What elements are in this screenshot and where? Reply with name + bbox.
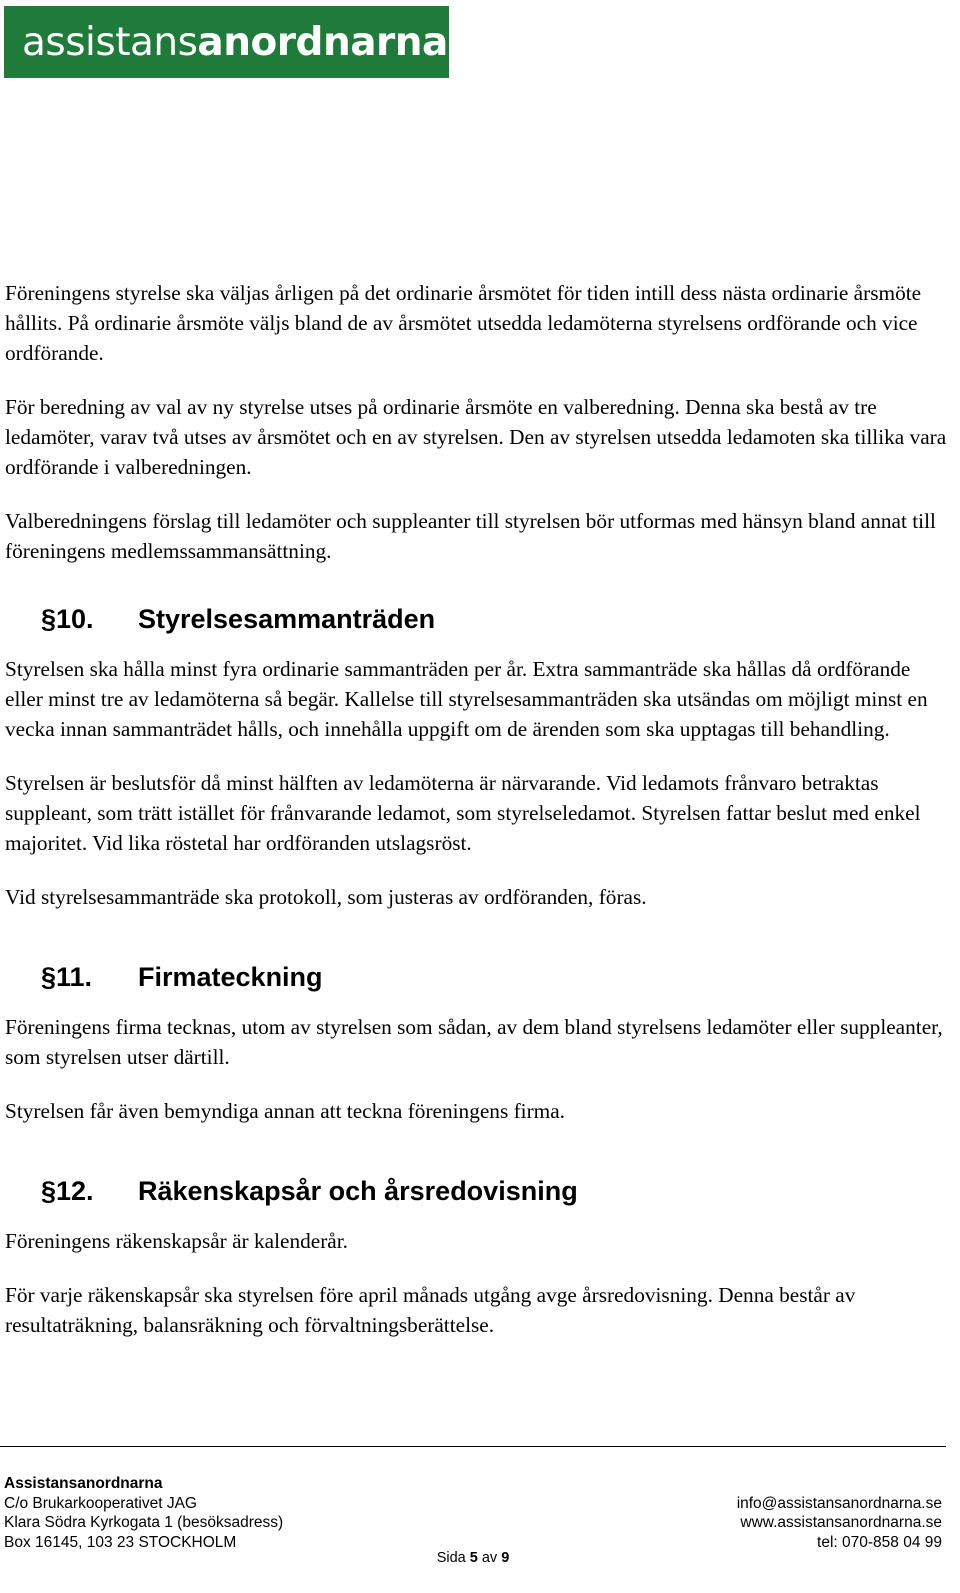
section-number: §11. (41, 962, 93, 992)
paragraph: För varje räkenskapsår ska styrelsen före april månads utgång avge årsredovisning. Denna består av resultaträkning, balansräkning och förvaltningsberättelse. (5, 1283, 856, 1337)
logo-text-bold: anordnarna (197, 19, 448, 65)
page-current: 5 (469, 1550, 478, 1566)
footer-address (4, 1474, 283, 1552)
footer-contact (737, 1494, 942, 1553)
paragraph: För beredning av val av ny styrelse utses på ordinarie årsmöte en valberedning. Denna ska bestå av tre ledamöter, varav två utses av årsmötet och en av styrelsen. Den av styrelsen utsedda ledamoten ska tillika vara ordförande i valberedningen. (5, 395, 947, 479)
footer-website[interactable]: www.assistansanordnarna.se (740, 1514, 942, 1531)
section-title: Räkenskapsår och årsredovisning (138, 1176, 578, 1206)
paragraph: Föreningens räkenskapsår är kalenderår. (5, 1229, 348, 1253)
logo-text-light: assistans (22, 19, 198, 65)
page-prefix: Sida (436, 1550, 466, 1566)
footer-email[interactable]: info@assistansanordnarna.se (736, 1494, 942, 1512)
page-number (0, 1550, 946, 1566)
footer-divider (0, 1446, 946, 1447)
page-of: av (481, 1550, 498, 1566)
section-heading-12 (41, 1174, 950, 1208)
section-number: §10. (41, 604, 94, 634)
paragraph: Valberedningens förslag till ledamöter och suppleanter till styrelsen bör utformas med hänsyn bland annat till föreningens medlemssammansättning. (5, 509, 936, 563)
company-logo (4, 6, 449, 78)
footer-address-line: Klara Södra Kyrkogata 1 (besöksadress) (4, 1514, 284, 1531)
section-number: §12. (41, 1176, 94, 1206)
section-title: Styrelsesammanträden (138, 604, 436, 634)
document-body (5, 278, 950, 1364)
section-heading-10 (41, 602, 950, 636)
paragraph: Styrelsen ska hålla minst fyra ordinarie sammanträden per år. Extra sammanträde ska hållas då ordförande eller minst tre av ledamöterna så begär. Kallelse till styrelsesammanträden ska utsändas om möjligt minst en vecka innan sammanträdet hålls, och innehålla uppgift om de ärenden som ska upptagas till behandling. (5, 657, 928, 741)
footer-phone: tel: 070-858 04 99 (817, 1533, 942, 1551)
paragraph: Föreningens styrelse ska väljas årligen på det ordinarie årsmötet för tiden intill dess nästa ordinarie årsmöte hållits. På ordinarie årsmöte väljs bland de av årsmötet utsedda ledamöterna styrelsens ordförande och vice ordförande. (5, 281, 922, 365)
paragraph: Vid styrelsesammanträde ska protokoll, som justeras av ordföranden, föras. (5, 885, 647, 909)
paragraph: Styrelsen är beslutsför då minst hälften av ledamöterna är närvarande. Vid ledamots frånvaro betraktas suppleant, som trätt istället för frånvarande ledamot, som styrelseledamot. Styrelsen fattar beslut med enkel majoritet. Vid lika röstetal har ordföranden utslagsröst. (5, 771, 921, 855)
footer-address-line: Box 16145, 103 23 STOCKHOLM (4, 1533, 237, 1551)
paragraph: Styrelsen får även bemyndiga annan att teckna föreningens firma. (5, 1099, 566, 1123)
section-title: Firmateckning (138, 962, 323, 992)
paragraph: Föreningens firma tecknas, utom av styrelsen som sådan, av dem bland styrelsens ledamöter eller suppleanter, som styrelsen utser därtill. (5, 1015, 943, 1069)
footer-org-name: Assistansanordnarna (4, 1475, 163, 1492)
section-heading-11 (41, 960, 950, 994)
page-total: 9 (501, 1550, 510, 1566)
footer-address-line: C/o Brukarkooperativet JAG (4, 1494, 197, 1512)
